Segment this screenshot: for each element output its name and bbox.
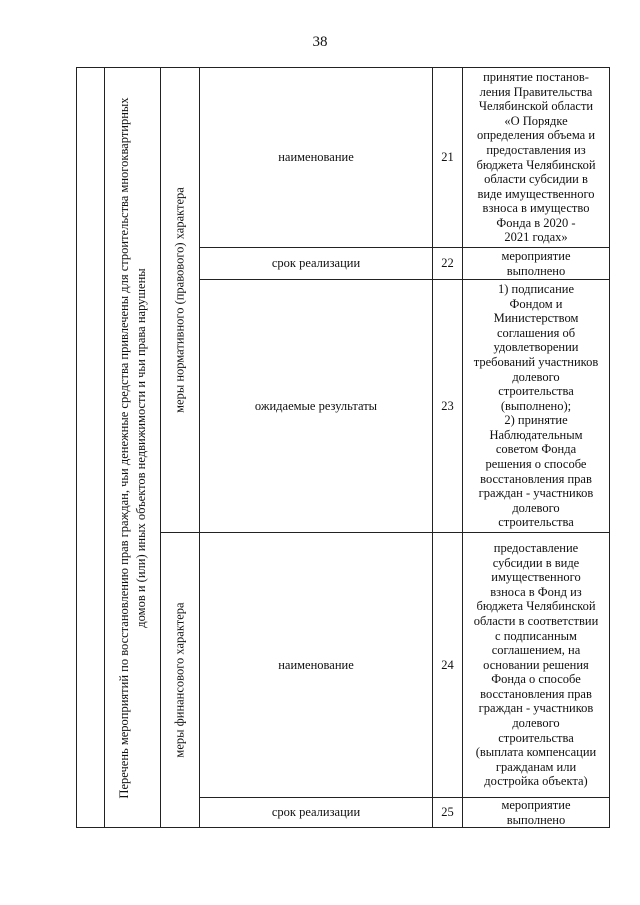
section-title-cell — [105, 68, 161, 828]
row-number-cell: 25 — [433, 798, 463, 828]
page-number: 38 — [312, 34, 328, 50]
value-line: строительства — [498, 384, 574, 399]
value-line: граждан - участников — [478, 701, 594, 716]
value-line: субсидии в виде — [492, 555, 580, 570]
value-cell — [463, 68, 610, 248]
value-line: взноса в Фонд из — [490, 584, 582, 599]
value-line: взноса в имущество — [482, 201, 590, 216]
value-line: выполнено — [506, 812, 566, 827]
value-line: определения объема и — [476, 128, 596, 143]
row-number-cell: 21 — [433, 68, 463, 248]
value-line: предоставление — [493, 540, 579, 555]
value-text — [463, 249, 609, 278]
group-label-normative: меры нормативного (правового) характера — [172, 187, 187, 413]
row-number-cell: 24 — [433, 533, 463, 798]
value-line: Фонда о способе — [491, 672, 581, 687]
value-line: мероприятие — [501, 248, 571, 263]
value-line: мероприятие — [501, 798, 571, 812]
group-label-financial: меры финансового характера — [172, 602, 187, 758]
value-line: требований участников — [473, 354, 599, 369]
value-line: строительства — [498, 730, 574, 745]
table-row — [77, 68, 610, 248]
value-line: основании решения — [483, 657, 589, 672]
value-line: удовлетворении — [493, 340, 579, 355]
section-title — [116, 78, 150, 818]
value-line: строительства — [498, 515, 574, 530]
value-line: долевого — [512, 716, 560, 731]
value-line: виде имущественного — [477, 186, 595, 201]
field-name-cell: срок реализации — [200, 248, 433, 280]
value-line: области в соответствии — [473, 613, 599, 628]
value-line: принятие постанов- — [483, 69, 589, 84]
section-title-line-1: Перечень мероприятий по восстановлению прав граждан, чьи денежные средства привлечены для строительства многоквартирных — [116, 97, 131, 799]
value-line: бюджета Челябинской — [476, 157, 596, 172]
value-text — [463, 541, 609, 789]
value-cell — [463, 533, 610, 798]
section-title-line-2: домов и (или) иных объектов недвижимости и чьи права нарушены — [133, 267, 148, 628]
field-name-cell: наименование — [200, 533, 433, 798]
group-label-cell-financial — [161, 533, 200, 828]
value-line: Наблюдательным — [489, 427, 583, 442]
value-cell — [463, 248, 610, 280]
value-line: советом Фонда — [495, 442, 577, 457]
value-line: имущественного — [491, 570, 581, 585]
value-line: Фонда в 2020 - — [496, 215, 576, 230]
value-line: бюджета Челябинской — [476, 599, 596, 614]
field-name-cell: наименование — [200, 68, 433, 248]
value-line: Челябинской области — [478, 99, 594, 114]
value-line: с подписанным — [495, 628, 577, 643]
group-label-cell-normative — [161, 68, 200, 533]
value-line: Фондом и — [509, 296, 563, 311]
measures-table — [76, 67, 610, 828]
row-number-cell: 22 — [433, 248, 463, 280]
value-text — [463, 282, 609, 530]
value-cell — [463, 798, 610, 828]
value-line: гражданам или — [495, 759, 577, 774]
value-line: ления Правительства — [479, 84, 593, 99]
value-line: достройка объекта) — [484, 774, 588, 789]
value-line: 2) принятие — [504, 413, 568, 428]
value-line: «О Порядке — [504, 113, 568, 128]
row-number-cell: 23 — [433, 280, 463, 533]
value-cell — [463, 280, 610, 533]
value-text — [463, 798, 609, 827]
value-line: 1) подписание — [497, 281, 575, 296]
value-line: предоставления из — [486, 142, 586, 157]
value-line: (выполнено); — [500, 398, 572, 413]
blank-column-cell — [77, 68, 105, 828]
value-line: решения о способе — [485, 457, 587, 472]
field-name-cell: срок реализации — [200, 798, 433, 828]
value-line: соглашением, на — [491, 643, 581, 658]
value-line: долевого — [512, 369, 560, 384]
value-line: Министерством — [493, 311, 579, 326]
value-text — [463, 70, 609, 245]
value-line: долевого — [512, 500, 560, 515]
value-line: восстановления прав — [480, 471, 592, 486]
value-line: выполнено — [506, 263, 566, 278]
field-name-cell: ожидаемые результаты — [200, 280, 433, 533]
value-line: области субсидии в — [484, 172, 588, 187]
value-line: граждан - участников — [478, 486, 594, 501]
value-line: восстановления прав — [480, 686, 592, 701]
value-line: 2021 годах» — [504, 230, 568, 245]
value-line: (выплата компенсации — [475, 745, 597, 760]
value-line: соглашения об — [496, 325, 576, 340]
